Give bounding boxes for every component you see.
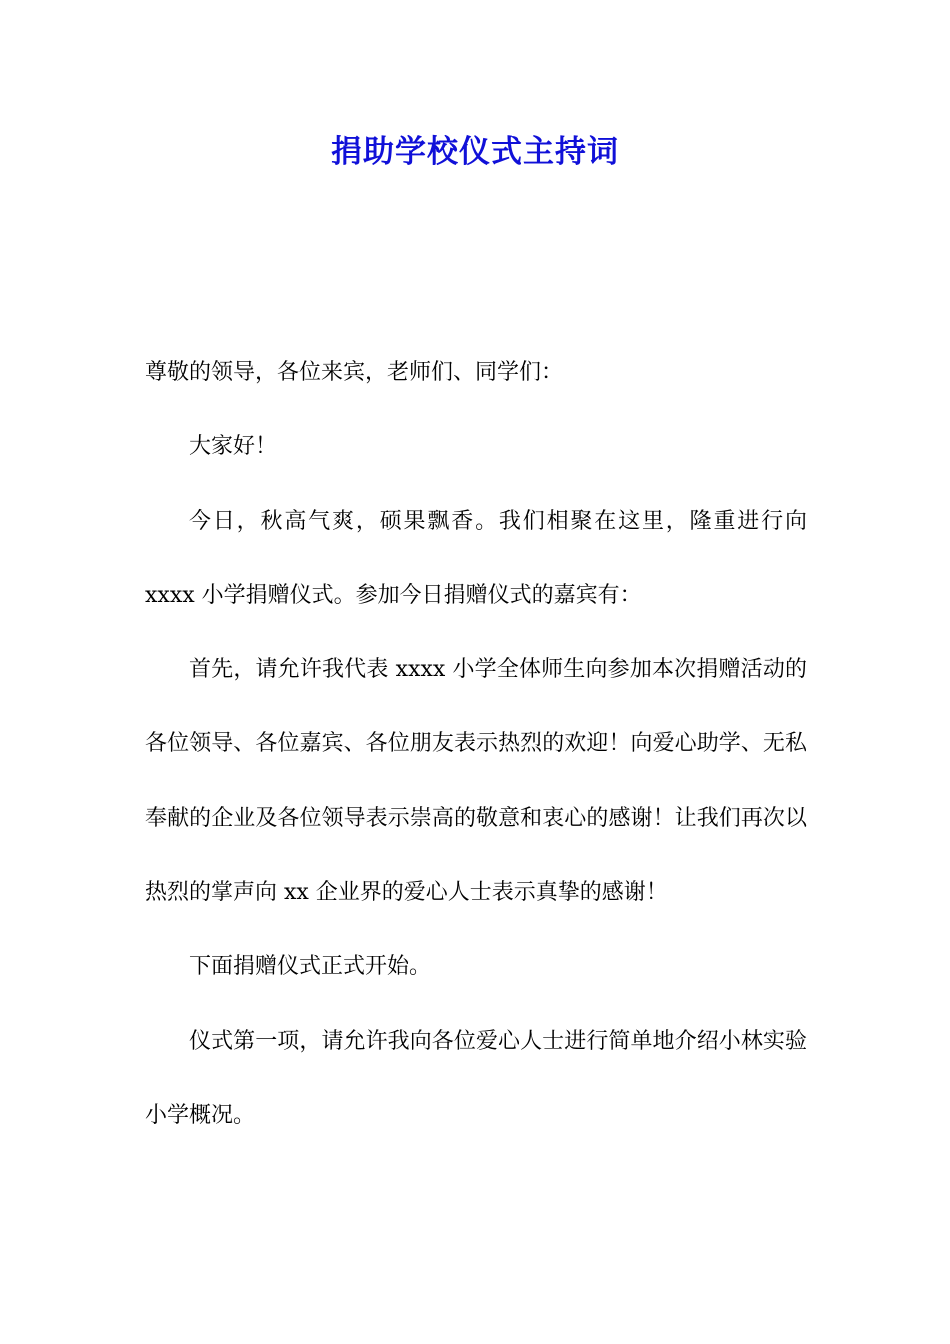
opening-paragraph: 今日，秋高气爽，硕果飘香。我们相聚在这里，隆重进行向 xxxx 小学捐赠仪式。参加今日捐赠仪式的嘉宾有： (145, 508, 807, 608)
salutation-paragraph: 尊敬的领导，各位来宾，老师们、同学们： (145, 360, 564, 385)
welcome-paragraph: 首先，请允许我代表 xxxx 小学全体师生向参加本次捐赠活动的各位领导、各位嘉宾、各位朋友表示热烈的欢迎！向爱心助学、无私奉献的企业及各位领导表示崇高的敬意和衷心的感谢！让我们再次以热烈的掌声向 xx 企业界的爱心人士表示真挚的感谢！ (145, 657, 807, 906)
document-body (145, 336, 807, 1153)
first-item-paragraph: 仪式第一项，请允许我向各位爱心人士进行简单地介绍小林实验小学概况。 (145, 1028, 807, 1128)
ceremony-start-paragraph: 下面捐赠仪式正式开始。 (189, 954, 432, 980)
document-title: 捐助学校仪式主持词 (331, 134, 619, 170)
greeting-paragraph: 大家好！ (189, 434, 278, 460)
